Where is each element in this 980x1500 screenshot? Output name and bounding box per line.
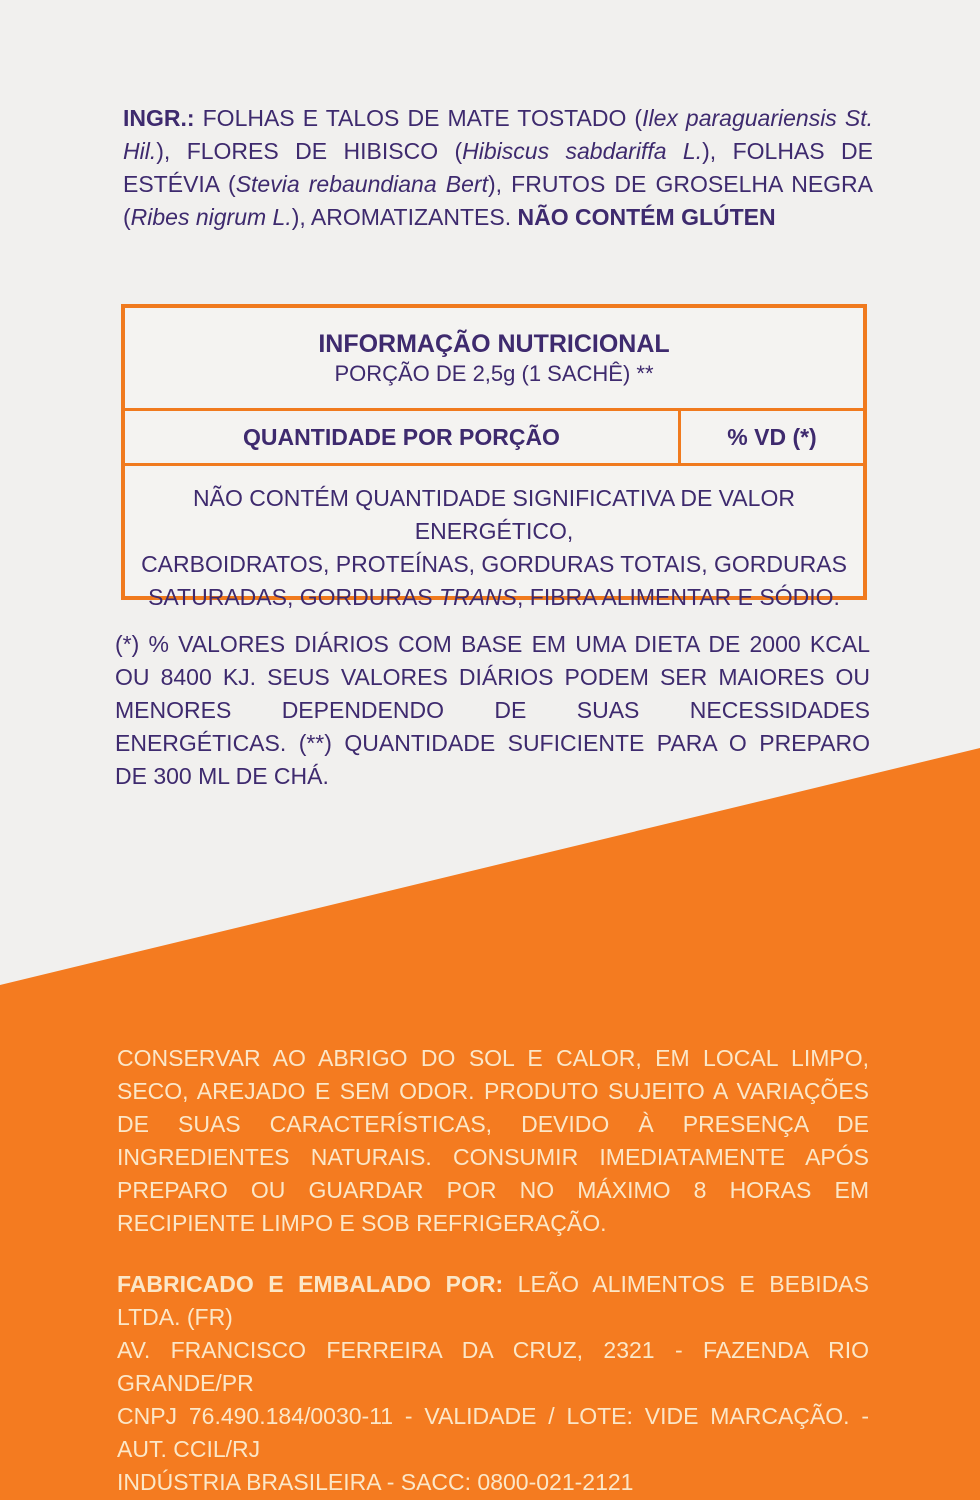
nutrition-table-columns	[125, 411, 863, 466]
storage-instructions: CONSERVAR AO ABRIGO DO SOL E CALOR, EM LOCAL LIMPO, SECO, AREJADO E SEM ODOR. PRODUTO SUJEITO A VARIAÇÕES DE SUAS CARACTERÍSTICAS, DEVIDO À PRESENÇA DE INGREDIENTES NATURAIS. CONSUMIR IMEDIATAMENTE APÓS PREPARO OU GUARDAR POR NO MÁXIMO 8 HORAS EM RECIPIENTE LIMPO E SOB REFRIGERAÇÃO.	[117, 1045, 869, 1236]
manufacturer-label: FABRICADO E EMBALADO POR:	[117, 1271, 504, 1297]
column-daily-value: % VD (*)	[727, 424, 817, 450]
nutrition-portion: PORÇÃO DE 2,5g (1 SACHÊ) **	[334, 361, 654, 386]
nutrition-table-header	[125, 308, 863, 411]
column-quantity-per-portion: QUANTIDADE POR PORÇÃO	[125, 411, 681, 463]
manufacturer-info: FABRICADO E EMBALADO POR: LEÃO ALIMENTOS E BEBIDAS LTDA. (FR) AV. FRANCISCO FERREIRA DA CRUZ, 2321 - FAZENDA RIO GRANDE/PR CNPJ 76.490.184/0030-11 - VALIDADE / LOTE: VIDE MARCAÇÃO. - AUT. CCIL/RJ INDÚSTRIA BRASILEIRA - SACC: 0800-021-2121	[117, 1268, 869, 1499]
manufacturer-sac: INDÚSTRIA BRASILEIRA - SACC: 0800-021-2121	[117, 1469, 634, 1495]
nutrition-table-body: NÃO CONTÉM QUANTIDADE SIGNIFICATIVA DE VALOR ENERGÉTICO, CARBOIDRATOS, PROTEÍNAS, GORDURAS TOTAIS, GORDURAS SATURADAS, GORDURAS TRANS, FIBRA ALIMENTAR E SÓDIO.	[141, 485, 847, 610]
nutrition-table-title: INFORMAÇÃO NUTRICIONAL	[318, 330, 670, 358]
manufacturer-address: AV. FRANCISCO FERREIRA DA CRUZ, 2321 - FAZENDA RIO GRANDE/PR	[117, 1337, 869, 1396]
daily-values-footnote: (*) % VALORES DIÁRIOS COM BASE EM UMA DIETA DE 2000 KCAL OU 8400 KJ. SEUS VALORES DIÁRIOS PODEM SER MAIORES OU MENORES DEPENDENDO DE SUAS NECESSIDADES ENERGÉTICAS. (**) QUANTIDADE SUFICIENTE PARA O PREPARO DE 300 ML DE CHÁ.	[115, 631, 870, 789]
nutrition-facts-table	[121, 304, 867, 610]
ingredients-text: INGR.: FOLHAS E TALOS DE MATE TOSTADO (Ilex paraguariensis St. Hil.), FLORES DE HIBISCO (Hibiscus sabdariffa L.), FOLHAS DE ESTÉVIA (Stevia rebaundiana Bert), FRUTOS DE GROSELHA NEGRA (Ribes nigrum L.), AROMATIZANTES. NÃO CONTÉM GLÚTEN	[123, 105, 873, 230]
gluten-free-note: NÃO CONTÉM GLÚTEN	[517, 204, 776, 230]
ingredients-label: INGR.:	[123, 105, 195, 131]
manufacturer-cnpj: CNPJ 76.490.184/0030-11 - VALIDADE / LOTE: VIDE MARCAÇÃO. - AUT. CCIL/RJ	[117, 1403, 869, 1462]
